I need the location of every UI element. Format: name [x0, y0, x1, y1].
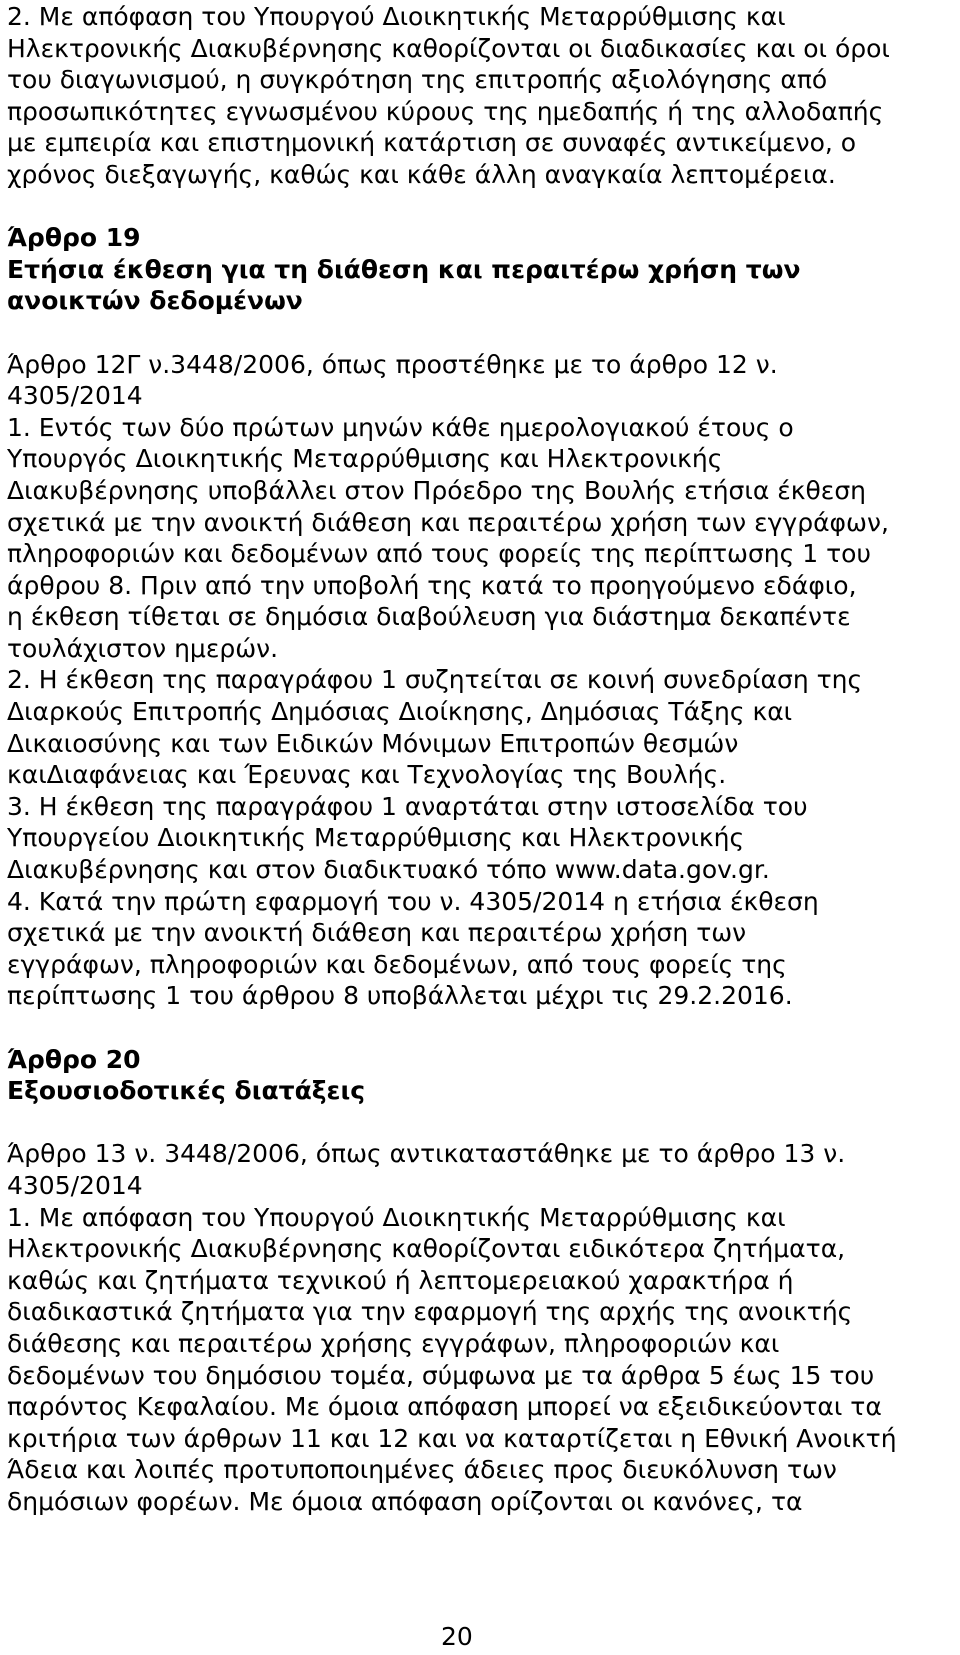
text-line: χρόνος διεξαγωγής, καθώς και κάθε άλλη αναγκαία λεπτομέρεια. [7, 159, 836, 189]
text-line: πληροφοριών και δεδομένων από τους φορείς της περίπτωσης 1 του [7, 539, 871, 569]
text-line: Ηλεκτρονικής Διακυβέρνησης καθορίζονται οι διαδικασίες και οι όροι [7, 33, 890, 63]
text-line: διαδικαστικά ζητήματα για την εφαρμογή της αρχής της ανοικτής [7, 1297, 853, 1327]
continued-paragraph [7, 1, 957, 191]
paragraph-1 [7, 412, 957, 665]
text-line: 2. Η έκθεση της παραγράφου 1 συζητείται σε κοινή συνεδρίαση της [7, 665, 863, 695]
text-line: Διακυβέρνησης και στον διαδικτυακό τόπο www.data.gov.gr. [7, 855, 770, 885]
text-line: Διαρκούς Επιτροπής Δημόσιας Διοίκησης, Δημόσιας Τάξης και [7, 697, 793, 727]
article-title-line: Εξουσιοδοτικές διατάξεις [7, 1076, 366, 1106]
text-line: Άδεια και λοιπές προτυποποιημένες άδειες προς διευκόλυνση των [7, 1455, 837, 1485]
text-line: Υπουργός Διοικητικής Μεταρρύθμισης και Ηλεκτρονικής [7, 444, 723, 474]
article-number: Άρθρο 20 [7, 1044, 141, 1074]
text-line: σχετικά με την ανοικτή διάθεση και περαιτέρω χρήση των [7, 918, 747, 948]
text-line: 4. Κατά την πρώτη εφαρμογή του ν. 4305/2014 η ετήσια έκθεση [7, 886, 819, 916]
source-note-line: Άρθρο 13 ν. 3448/2006, όπως αντικαταστάθηκε με το άρθρο 13 ν. [7, 1139, 846, 1169]
article-heading [7, 1044, 957, 1107]
text-line: σχετικά με την ανοικτή διάθεση και περαιτέρω χρήση των εγγράφων, [7, 507, 889, 537]
text-line: περίπτωσης 1 του άρθρου 8 υποβάλλεται μέχρι τις 29.2.2016. [7, 981, 793, 1011]
page-number: 20 [441, 1622, 473, 1651]
text-line: Διακυβέρνησης υποβάλλει στον Πρόεδρο της Βουλής ετήσια έκθεση [7, 475, 867, 505]
text-line: Δικαιοσύνης και των Ειδικών Μόνιμων Επιτροπών θεσμών [7, 728, 739, 758]
article-heading [7, 222, 957, 317]
text-line: καιΔιαφάνειας και Έρευνας και Τεχνολογίας της Βουλής. [7, 760, 727, 790]
source-note-line: 4305/2014 [7, 381, 143, 411]
text-line: 2. Με απόφαση του Υπουργού Διοικητικής Μεταρρύθμισης και [7, 2, 786, 31]
article-number: Άρθρο 19 [7, 223, 141, 253]
text-line: με εμπειρία και επιστημονική κατάρτιση σε συναφές αντικείμενο, ο [7, 128, 857, 158]
text-line: 3. Η έκθεση της παραγράφου 1 αναρτάται στην ιστοσελίδα του [7, 791, 808, 821]
text-line: Υπουργείου Διοικητικής Μεταρρύθμισης και Ηλεκτρονικής [7, 823, 745, 853]
source-note [7, 1138, 957, 1201]
text-line: καθώς και ζητήματα τεχνικού ή λεπτομερειακού χαρακτήρα ή [7, 1265, 794, 1295]
article-title-line: ανοικτών δεδομένων [7, 286, 303, 316]
text-line: δημόσιων φορέων. Με όμοια απόφαση ορίζονται οι κανόνες, τα [7, 1486, 803, 1516]
paragraph-1 [7, 1202, 957, 1518]
text-line: κριτήρια των άρθρων 11 και 12 και να καταρτίζεται η Εθνική Ανοικτή [7, 1423, 897, 1453]
text-line: του διαγωνισμού, η συγκρότηση της επιτροπής αξιολόγησης από [7, 65, 828, 95]
paragraph-4 [7, 886, 957, 1012]
text-line: η έκθεση τίθεται σε δημόσια διαβούλευση για διάστημα δεκαπέντε [7, 602, 851, 632]
text-line: δεδομένων του δημόσιου τομέα, σύμφωνα με τα άρθρα 5 έως 15 του [7, 1360, 875, 1390]
article-title-line: Ετήσια έκθεση για τη διάθεση και περαιτέρω χρήση των [7, 254, 801, 284]
text-line: προσωπικότητες εγνωσμένου κύρους της ημεδαπής ή της αλλοδαπής [7, 96, 884, 126]
text-line: εγγράφων, πληροφοριών και δεδομένων, από τους φορείς της [7, 949, 787, 979]
source-note [7, 349, 957, 412]
page-content [7, 1, 957, 1518]
article-19 [7, 222, 957, 1012]
text-line: άρθρου 8. Πριν από την υποβολή της κατά το προηγούμενο εδάφιο, [7, 570, 857, 600]
source-note-line: Άρθρο 12Γ ν.3448/2006, όπως προστέθηκε με το άρθρο 12 ν. [7, 349, 778, 379]
text-line: 1. Με απόφαση του Υπουργού Διοικητικής Μεταρρύθμισης και [7, 1202, 786, 1232]
text-line: Ηλεκτρονικής Διακυβέρνησης καθορίζονται ειδικότερα ζητήματα, [7, 1234, 846, 1264]
text-line: διάθεσης και περαιτέρω χρήσης εγγράφων, πληροφοριών και [7, 1328, 780, 1358]
text-line: τουλάχιστον ημερών. [7, 633, 279, 663]
paragraph-3 [7, 791, 957, 886]
source-note-line: 4305/2014 [7, 1170, 143, 1200]
article-20 [7, 1044, 957, 1518]
text-line: 1. Εντός των δύο πρώτων μηνών κάθε ημερολογιακού έτους ο [7, 412, 794, 442]
text-line: παρόντος Κεφαλαίου. Με όμοια απόφαση μπορεί να εξειδικεύονται τα [7, 1392, 882, 1422]
paragraph-2 [7, 664, 957, 790]
